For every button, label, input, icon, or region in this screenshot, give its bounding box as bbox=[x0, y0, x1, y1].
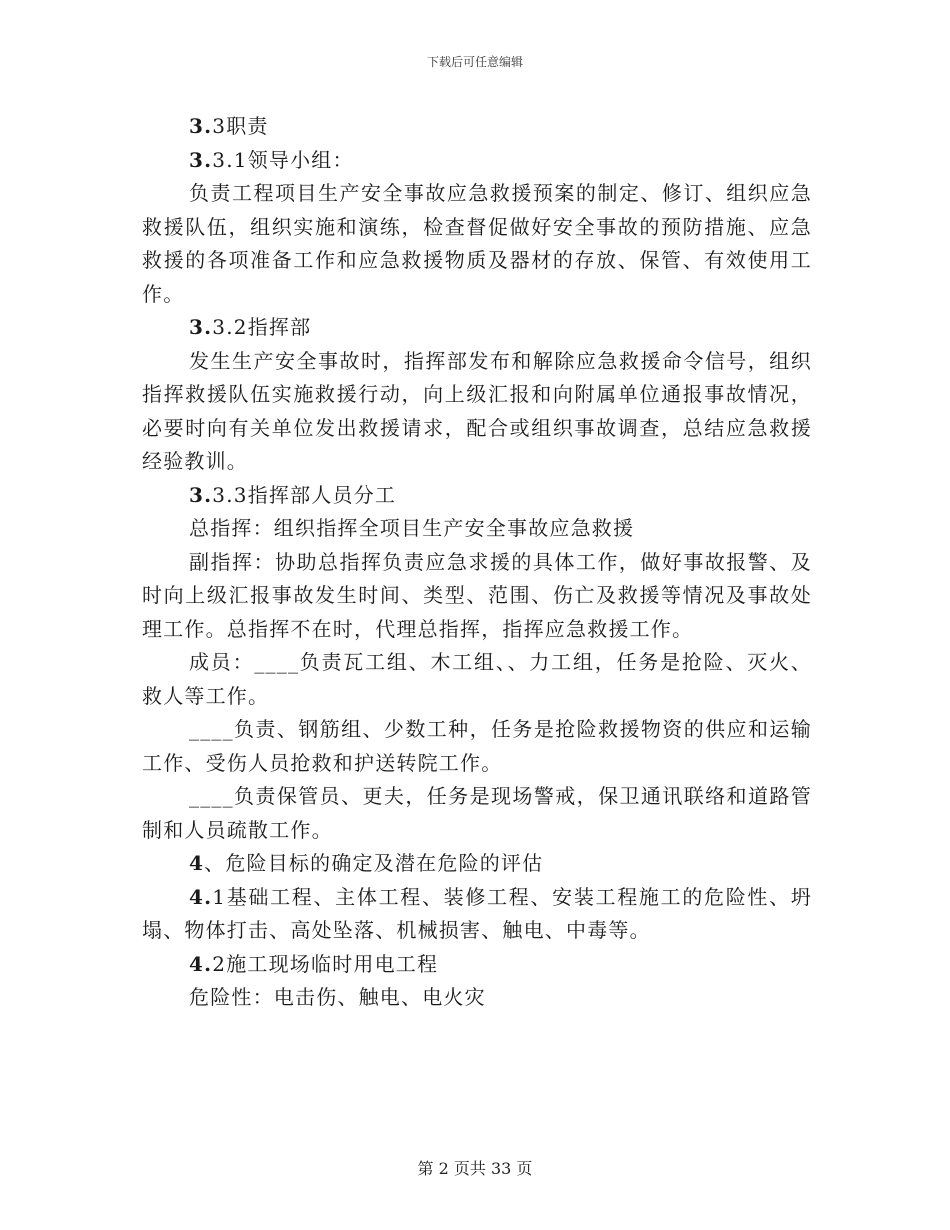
document-body bbox=[142, 110, 812, 1015]
paragraph bbox=[142, 646, 812, 713]
paragraph-text: 、危险目标的确定及潜在危险的评估 bbox=[204, 851, 544, 875]
paragraph-text: 3.1领导小组： bbox=[212, 147, 354, 172]
header-note: 下载后可任意编辑 bbox=[426, 55, 523, 69]
paragraph bbox=[142, 713, 812, 780]
paragraph bbox=[142, 780, 812, 847]
paragraph-text: 1基础工程、主体工程、装修工程、安装工程施工的危险性、坍塌、物体打击、高处坠落、机械损害、触电、中毒等。 bbox=[142, 884, 812, 942]
paragraph bbox=[142, 479, 812, 513]
paragraph-text: ____负责保管员、更夫，任务是现场警戒，保卫通讯联络和道路管制和人员疏散工作。 bbox=[142, 784, 812, 842]
paragraph-text: 副指挥：协助总指挥负责应急求援的具体工作，做好事故报警、及时向上级汇报事故发生时间、类型、范围、伤亡及救援等情况及事故处理工作。总指挥不在时，代理总指挥，指挥应急救援工作。 bbox=[142, 549, 812, 641]
paragraph-text: 危险性：电击伤、触电、电火灾 bbox=[189, 985, 486, 1009]
paragraph bbox=[142, 948, 812, 982]
paragraph-text: ____负责、钢筋组、少数工种，任务是抢险救援物资的供应和运输工作、受伤人员抢救和护送转院工作。 bbox=[142, 717, 812, 775]
paragraph-text: 2施工现场临时用电工程 bbox=[212, 951, 439, 976]
paragraph-text: 发生生产安全事故时，指挥部发布和解除应急救援命令信号，组织指挥救援队伍实施救援行动，向上级汇报和向附属单位通报事故情况，必要时向有关单位发出救援请求，配合或组织事故调查，总结应急救援经验教训。 bbox=[142, 348, 812, 473]
paragraph-text: 3.3指挥部人员分工 bbox=[212, 482, 397, 507]
section-number: 3. bbox=[189, 315, 213, 339]
paragraph bbox=[142, 881, 812, 948]
section-number: 4. bbox=[189, 951, 213, 976]
paragraph bbox=[142, 177, 812, 311]
paragraph-text: 3.2指挥部 bbox=[212, 315, 312, 339]
paragraph bbox=[142, 144, 812, 178]
paragraph bbox=[142, 311, 812, 345]
section-number: 3. bbox=[189, 482, 213, 507]
paragraph-text: 负责工程项目生产安全事故应急救援预案的制定、修订、组织应急救援队伍，组织实施和演练，检查督促做好安全事故的预防措施、应急救援的各项准备工作和应急救援物质及器材的存放、保管、有效使用工作。 bbox=[142, 181, 812, 306]
section-number: 3. bbox=[189, 147, 213, 172]
paragraph-text: 成员：____负责瓦工组、木工组、、力工组，任务是抢险、灭火、救人等工作。 bbox=[142, 650, 812, 708]
page-footer: 第 2 页共 33 页 bbox=[417, 1159, 533, 1178]
section-number: 3. bbox=[189, 114, 213, 138]
paragraph bbox=[142, 546, 812, 647]
paragraph bbox=[142, 847, 812, 881]
paragraph bbox=[142, 110, 812, 144]
paragraph bbox=[142, 345, 812, 479]
paragraph-text: 3职责 bbox=[212, 114, 269, 138]
paragraph bbox=[142, 512, 812, 546]
paragraph-text: 总指挥：组织指挥全项目生产安全事故应急救援 bbox=[189, 516, 635, 540]
paragraph bbox=[142, 981, 812, 1015]
section-number: 4. bbox=[189, 884, 213, 909]
section-number: 4 bbox=[189, 851, 205, 875]
